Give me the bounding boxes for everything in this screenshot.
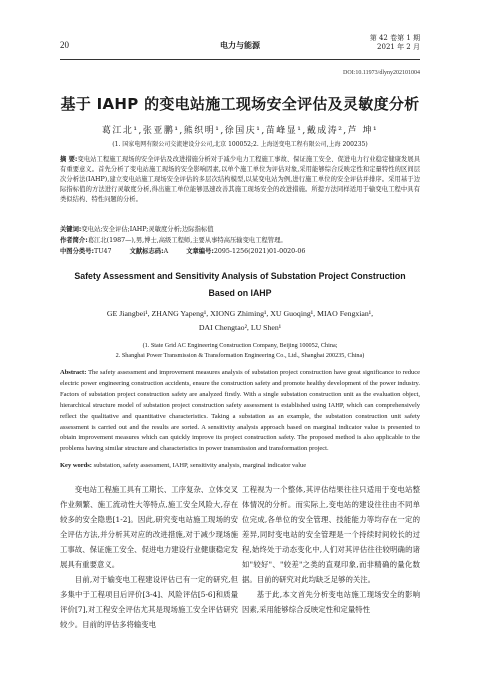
authors-english-line2: DAI Chengtao², LU Shen¹ <box>198 323 282 332</box>
classification-line <box>60 247 420 257</box>
title-english <box>60 268 420 302</box>
running-header <box>60 32 420 58</box>
abstract-chinese <box>60 155 420 205</box>
abstract-english <box>60 368 420 455</box>
affiliations-chinese: (1. 国家电网有限公司交流建设分公司,北京 100052;2. 上海送变电工程有限公司,上海 200235) <box>112 141 368 148</box>
author-intro-label: 作者简介: <box>60 237 88 244</box>
volume-info <box>370 34 420 52</box>
doc-code-label: 文献标志码: <box>129 248 164 255</box>
abstract-text: 变电站工程施工现场的安全评估及改进措施分析对于减少电力工程施工事故、保证施工安全、促进电力行业稳定健康发展具有重要意义。首先分析了变电站施工现场的安全影响因素,以单个施工单位为评估对象,采用能够综合反映定性和定量特性的区间层次分析法(IAHP),建立变电站施工现场安全评估的多层次结构模型,以某变电站为例,进行施工单位的安全评估并排序。采用基于边际指标值的方法进行灵敏度分析,得出施工单位能够迅速改善其施工现场安全的改进措施。所提方法同样适用于输变电工程中具有类似结构、特性问题的分析。 <box>60 156 421 203</box>
body-paragraph: 工程视为一个整体,其评估结果往往只适用于变电站整体情况的分析。而实际上,变电站的建设往往由不同单位完成,各单位的安全管理、技能能力等均存在一定的差异,同时变电站的安全管理是一个持续时间较长的过程,始终处于动态变化中,人们对其评估往往较明确的诸如"较好"、"较差"之类的直观印象,而非精确的量化数据。目前的研究对此均缺乏足够的关注。 <box>242 485 420 584</box>
clc-value: TU47 <box>94 248 112 255</box>
clc-label: 中图分类号: <box>60 248 95 255</box>
abstract-english-text: The safety assessment and improvement measures analysis of substation project construction have great significance to reduce electric power engineering construction accidents, ensure the construction safety and promote healthy development of the power industry. Factors of substation project construction safety are analyzed firstly. With a single substation construction unit as the evaluation object, hierarchical structure model of substation project construction safety assessment is established using IAHP, which can comprehensively reflect the qualitative and quantitative characteristics. Taking a substation as an example, the substation construction unit safety assessment is carried out and the results are sorted. A sensitivity analysis approach based on marginal indicator value is presented to obtain improvement measures which can quickly improve its project construction safety. The proposed method is also applicable to the problems having similar structure and characteristics in power transmission and transformation project. <box>60 369 420 453</box>
author-intro <box>60 236 420 246</box>
body-paragraph: 基于此,本文首先分析变电站施工现场安全的影响因素,采用能够综合反映定性和定量特性 <box>242 590 420 614</box>
authors-english-line1: GE Jiangbei¹, ZHANG Yapeng¹, XIONG Zhiming¹, XU Guoqing¹, MIAO Fengxian¹, <box>106 309 374 318</box>
body-column-left <box>60 482 238 632</box>
article-number-label: 文章编号: <box>186 248 214 255</box>
keywords-english <box>60 461 420 471</box>
affiliation-english-line2: 2. Shanghai Power Transmission & Transformation Engineering Co., Ltd., Shanghai 200235, China) <box>115 352 365 359</box>
keywords-english-label: Key words: <box>60 462 92 469</box>
publication-date: 2021 年 2 月 <box>377 43 420 51</box>
affiliation-english-line1: (1. State Grid AC Engineering Construction Company, Beijing 100052, China; <box>142 342 338 349</box>
body-paragraph: 变电站工程施工具有工期长、工序复杂、立体交叉作业频繁、施工流动性大等特点,施工安全风险大,存在较多的安全隐患[1-2]。因此,研究变电站施工现场的安全评估方法,并分析其对应的改进措施,对于减少现场施工事故、保证施工安全、促进电力建设行业健康稳定发展具有重要意义。 <box>60 485 238 569</box>
keywords-chinese <box>60 225 420 235</box>
authors-english <box>60 307 420 335</box>
doi: DOI:10.11973/dlyny202101004 <box>343 70 420 76</box>
volume-issue: 第 42 卷第 1 期 <box>369 34 420 42</box>
abstract-english-label: Abstract: <box>60 369 87 376</box>
body-paragraph: 目前,对于输变电工程建设评估已有一定的研究,但多集中于工程项目后评价[3-4]、风险评估[5-6]和质量评价[7],对工程安全评估尤其是现场施工安全评估研究较少。目前的评估多将输变电 <box>60 575 238 629</box>
keywords-text: 变电站;安全评估;IAHP;灵敏度分析;边际指标值 <box>81 226 214 233</box>
page-number: 20 <box>60 40 69 50</box>
title-english-line2: Based on IAHP <box>208 288 272 298</box>
author-intro-text: 葛江北(1987—),男,博士,高级工程师,主要从事特高压输变电工程管理。 <box>87 237 287 244</box>
body-column-right <box>242 482 420 617</box>
affiliations-english <box>60 341 420 361</box>
title-english-line1: Safety Assessment and Sensitivity Analysis of Substation Project Construction <box>74 271 406 281</box>
journal-name: 电力与能源 <box>220 41 260 50</box>
keywords-label: 关键词: <box>60 226 82 233</box>
abstract-label: 摘 要: <box>60 156 78 163</box>
title-chinese: 基于 IAHP 的变电站施工现场安全评估及灵敏度分析 <box>60 95 420 113</box>
keywords-english-text: substation, safety assessment, IAHP, sensitivity analysis, marginal indicator value <box>93 462 307 469</box>
article-number-value: 2095-1256(2021)01-0020-06 <box>213 248 306 255</box>
authors-chinese: 葛江北¹,张亚鹏¹,熊织明¹,徐国庆¹,苗峰显¹,戴成涛²,芦 坤¹ <box>101 126 379 136</box>
doc-code-value: A <box>163 248 169 255</box>
header-rule <box>60 59 420 60</box>
